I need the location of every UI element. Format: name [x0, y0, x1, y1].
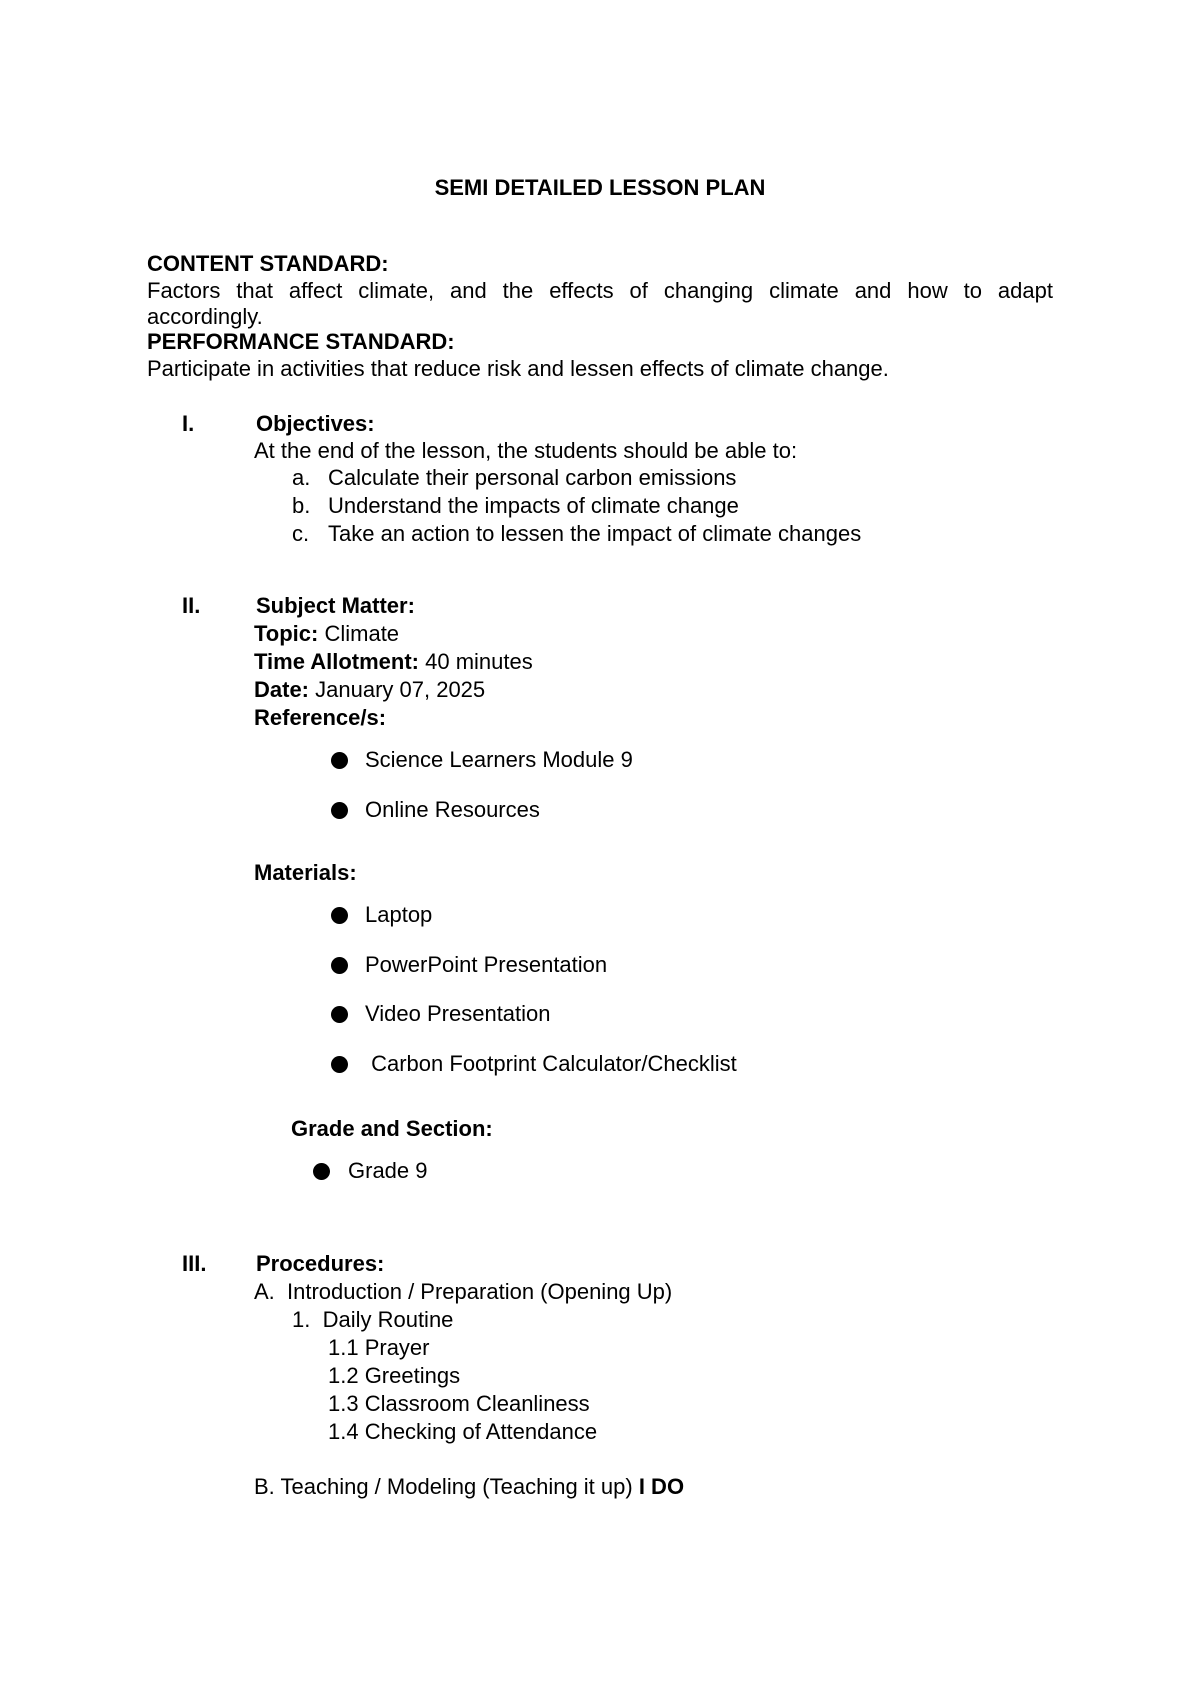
- procedure-subitem: 1.4 Checking of Attendance: [328, 1419, 598, 1444]
- date-value: January 07, 2025: [309, 677, 486, 702]
- bullet-icon: [331, 1056, 348, 1073]
- material-item: Carbon Footprint Calculator/Checklist: [365, 1051, 737, 1076]
- time-allotment-line: [254, 648, 533, 676]
- grade-section-label: Grade and Section:: [291, 1116, 493, 1141]
- grade-item: Grade 9: [348, 1158, 428, 1183]
- objective-marker: b.: [292, 493, 311, 518]
- content-standard-text-line1: Factors that affect climate, and the effects of changing climate and how to adapt: [147, 278, 1053, 303]
- content-standard-heading: CONTENT STANDARD:: [147, 251, 389, 276]
- procedure-section-b: [254, 1473, 684, 1501]
- page-title: SEMI DETAILED LESSON PLAN: [434, 175, 766, 200]
- objective-marker: a.: [292, 465, 311, 490]
- time-allotment-label: Time Allotment:: [254, 649, 420, 674]
- bullet-icon: [331, 957, 348, 974]
- section-b-bold: I DO: [638, 1474, 685, 1499]
- procedures-numeral: III.: [182, 1251, 207, 1276]
- topic-value: Climate: [318, 621, 400, 646]
- bullet-icon: [331, 802, 348, 819]
- procedure-subitem: 1.3 Classroom Cleanliness: [328, 1391, 590, 1416]
- procedure-subitem: 1.2 Greetings: [328, 1363, 461, 1388]
- bullet-icon: [313, 1163, 330, 1180]
- reference-item: Science Learners Module 9: [365, 747, 633, 772]
- topic-label: Topic:: [254, 621, 319, 646]
- bullet-icon: [331, 1006, 348, 1023]
- subject-matter-heading: Subject Matter:: [256, 593, 415, 618]
- procedure-item-1: 1. Daily Routine: [292, 1307, 454, 1332]
- material-item: Laptop: [365, 902, 433, 927]
- topic-line: [254, 620, 399, 648]
- content-standard-text-line2: accordingly.: [147, 304, 263, 329]
- date-line: [254, 676, 485, 704]
- materials-label: Materials:: [254, 860, 357, 885]
- procedure-subitem: 1.1 Prayer: [328, 1335, 430, 1360]
- objectives-heading: Objectives:: [256, 411, 375, 436]
- bullet-icon: [331, 907, 348, 924]
- objectives-numeral: I.: [182, 411, 195, 436]
- date-label: Date:: [254, 677, 310, 702]
- objective-item: Understand the impacts of climate change: [328, 493, 739, 518]
- section-b-text: B. Teaching / Modeling (Teaching it up): [254, 1474, 639, 1499]
- objective-item: Calculate their personal carbon emissions: [328, 465, 737, 490]
- material-item: PowerPoint Presentation: [365, 952, 608, 977]
- material-item: Video Presentation: [365, 1001, 551, 1026]
- references-label: Reference/s:: [254, 705, 387, 730]
- bullet-icon: [331, 752, 348, 769]
- objective-marker: c.: [292, 521, 310, 546]
- performance-standard-heading: PERFORMANCE STANDARD:: [147, 329, 455, 354]
- objective-item: Take an action to lessen the impact of climate changes: [328, 521, 862, 546]
- reference-item: Online Resources: [365, 797, 540, 822]
- time-allotment-value: 40 minutes: [419, 649, 533, 674]
- procedure-section-a: A. Introduction / Preparation (Opening Up): [254, 1279, 673, 1304]
- objectives-intro: At the end of the lesson, the students should be able to:: [254, 438, 798, 463]
- procedures-heading: Procedures:: [256, 1251, 385, 1276]
- performance-standard-text: Participate in activities that reduce risk and lessen effects of climate change.: [147, 356, 889, 381]
- subject-matter-numeral: II.: [182, 593, 201, 618]
